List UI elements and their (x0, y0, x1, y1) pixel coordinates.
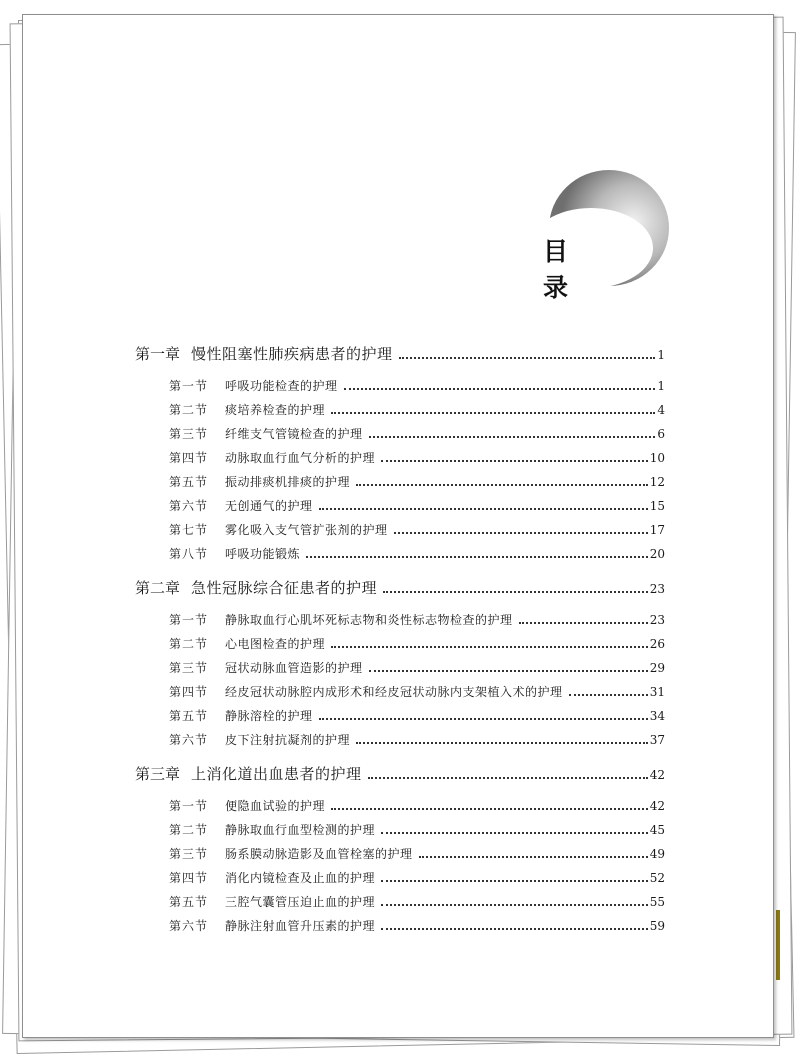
section-number: 第二节 (169, 823, 209, 837)
dot-leader (383, 591, 648, 593)
toc-section-row[interactable] (135, 797, 665, 821)
chapter-number: 第一章 (135, 345, 181, 363)
dot-leader (569, 694, 648, 696)
page-number: 55 (649, 895, 665, 909)
page-number: 15 (649, 499, 665, 513)
section-number: 第五节 (169, 895, 209, 909)
section-title: 雾化吸入支气管扩张剂的护理 (225, 523, 388, 537)
section-title: 静脉取血行心肌坏死标志物和炎性标志物检查的护理 (225, 613, 513, 627)
section-number: 第五节 (169, 709, 209, 723)
section-title: 皮下注射抗凝剂的护理 (225, 733, 351, 747)
page-number: 4 (657, 403, 665, 417)
section-number: 第四节 (169, 685, 209, 699)
toc-section-row[interactable] (135, 521, 665, 545)
chapter-gap (135, 755, 665, 761)
dot-leader (381, 832, 648, 834)
dot-leader (344, 388, 656, 390)
toc-chapter-row[interactable] (135, 763, 665, 787)
section-number: 第四节 (169, 451, 209, 465)
section-number: 第三节 (169, 847, 209, 861)
dot-leader (319, 718, 648, 720)
toc-section-row[interactable] (135, 731, 665, 755)
section-title: 经皮冠状动脉腔内成形术和经皮冠状动脉内支架植入术的护理 (225, 685, 563, 699)
section-title: 静脉注射血管升压素的护理 (225, 919, 376, 933)
section-number: 第六节 (169, 919, 209, 933)
toc-section-row[interactable] (135, 611, 665, 635)
page-stack-edge (776, 910, 780, 980)
page-number: 26 (649, 637, 665, 651)
dot-leader (356, 742, 648, 744)
page-number: 42 (649, 799, 665, 813)
section-title: 呼吸功能锻炼 (225, 547, 301, 561)
dot-leader (381, 880, 648, 882)
section-title: 三腔气囊管压迫止血的护理 (225, 895, 376, 909)
toc-chapter-row[interactable] (135, 343, 665, 367)
toc-section-row[interactable] (135, 473, 665, 497)
dot-leader (369, 436, 656, 438)
dot-leader (519, 622, 648, 624)
dot-leader (399, 357, 656, 359)
dot-leader (381, 904, 648, 906)
toc-chapter-row[interactable] (135, 577, 665, 601)
section-number: 第六节 (169, 499, 209, 513)
table-of-contents (135, 341, 665, 947)
chapter-title: 上消化道出血患者的护理 (191, 765, 362, 783)
page-number: 52 (649, 871, 665, 885)
page-number: 23 (649, 613, 665, 627)
toc-section-row[interactable] (135, 377, 665, 401)
dot-leader (331, 412, 655, 414)
toc-section-row[interactable] (135, 449, 665, 473)
section-title: 心电图检查的护理 (225, 637, 326, 651)
toc-section-row[interactable] (135, 893, 665, 917)
toc-section-row[interactable] (135, 683, 665, 707)
dot-leader (331, 646, 648, 648)
section-number: 第一节 (169, 799, 209, 813)
section-title: 纤维支气管镜检查的护理 (225, 427, 363, 441)
section-title: 冠状动脉血管造影的护理 (225, 661, 363, 675)
section-number: 第一节 (169, 613, 209, 627)
chapter-gap (135, 569, 665, 575)
section-title: 痰培养检查的护理 (225, 403, 326, 417)
dot-leader (356, 484, 648, 486)
page-number: 42 (649, 768, 665, 782)
section-title: 肠系膜动脉造影及血管栓塞的护理 (225, 847, 413, 861)
toc-section-row[interactable] (135, 659, 665, 683)
section-number: 第一节 (169, 379, 209, 393)
toc-section-row[interactable] (135, 869, 665, 893)
section-number: 第二节 (169, 637, 209, 651)
dot-leader (381, 928, 648, 930)
dot-leader (419, 856, 648, 858)
page-number: 49 (649, 847, 665, 861)
page-number: 1 (657, 348, 665, 362)
section-number: 第八节 (169, 547, 209, 561)
chapter-number: 第二章 (135, 579, 181, 597)
page-number: 17 (649, 523, 665, 537)
section-title: 静脉取血行血型检测的护理 (225, 823, 376, 837)
section-title: 动脉取血行血气分析的护理 (225, 451, 376, 465)
section-number: 第二节 (169, 403, 209, 417)
page-title: 目 录 (543, 237, 583, 302)
section-number: 第三节 (169, 661, 209, 675)
section-title: 呼吸功能检查的护理 (225, 379, 338, 393)
title-badge (521, 170, 671, 302)
document-page (22, 14, 774, 1038)
toc-section-row[interactable] (135, 845, 665, 869)
page-number: 34 (649, 709, 665, 723)
dot-leader (369, 670, 648, 672)
page-number: 1 (657, 379, 665, 393)
page-number: 29 (649, 661, 665, 675)
chapter-title: 急性冠脉综合征患者的护理 (191, 579, 378, 597)
toc-section-row[interactable] (135, 917, 665, 941)
page-number: 37 (649, 733, 665, 747)
section-title: 便隐血试验的护理 (225, 799, 326, 813)
dot-leader (331, 808, 648, 810)
dot-leader (306, 556, 648, 558)
toc-section-row[interactable] (135, 635, 665, 659)
dot-leader (394, 532, 648, 534)
page-number: 45 (649, 823, 665, 837)
toc-section-row[interactable] (135, 821, 665, 845)
section-number: 第四节 (169, 871, 209, 885)
page-number: 12 (649, 475, 665, 489)
dot-leader (368, 777, 648, 779)
chapter-title: 慢性阻塞性肺疾病患者的护理 (191, 345, 393, 363)
toc-section-row[interactable] (135, 401, 665, 425)
page-number: 20 (649, 547, 665, 561)
page-number: 31 (649, 685, 665, 699)
toc-section-row[interactable] (135, 545, 665, 569)
section-title: 消化内镜检查及止血的护理 (225, 871, 376, 885)
toc-section-row[interactable] (135, 497, 665, 521)
page-number: 59 (649, 919, 665, 933)
chapter-gap (135, 941, 665, 947)
chapter-number: 第三章 (135, 765, 181, 783)
section-number: 第七节 (169, 523, 209, 537)
dot-leader (319, 508, 648, 510)
dot-leader (381, 460, 648, 462)
toc-section-row[interactable] (135, 707, 665, 731)
toc-section-row[interactable] (135, 425, 665, 449)
section-title: 静脉溶栓的护理 (225, 709, 313, 723)
section-title: 无创通气的护理 (225, 499, 313, 513)
section-number: 第五节 (169, 475, 209, 489)
section-number: 第六节 (169, 733, 209, 747)
section-number: 第三节 (169, 427, 209, 441)
page-number: 10 (649, 451, 665, 465)
section-title: 振动排痰机排痰的护理 (225, 475, 351, 489)
page-number: 6 (657, 427, 665, 441)
page-number: 23 (649, 582, 665, 596)
